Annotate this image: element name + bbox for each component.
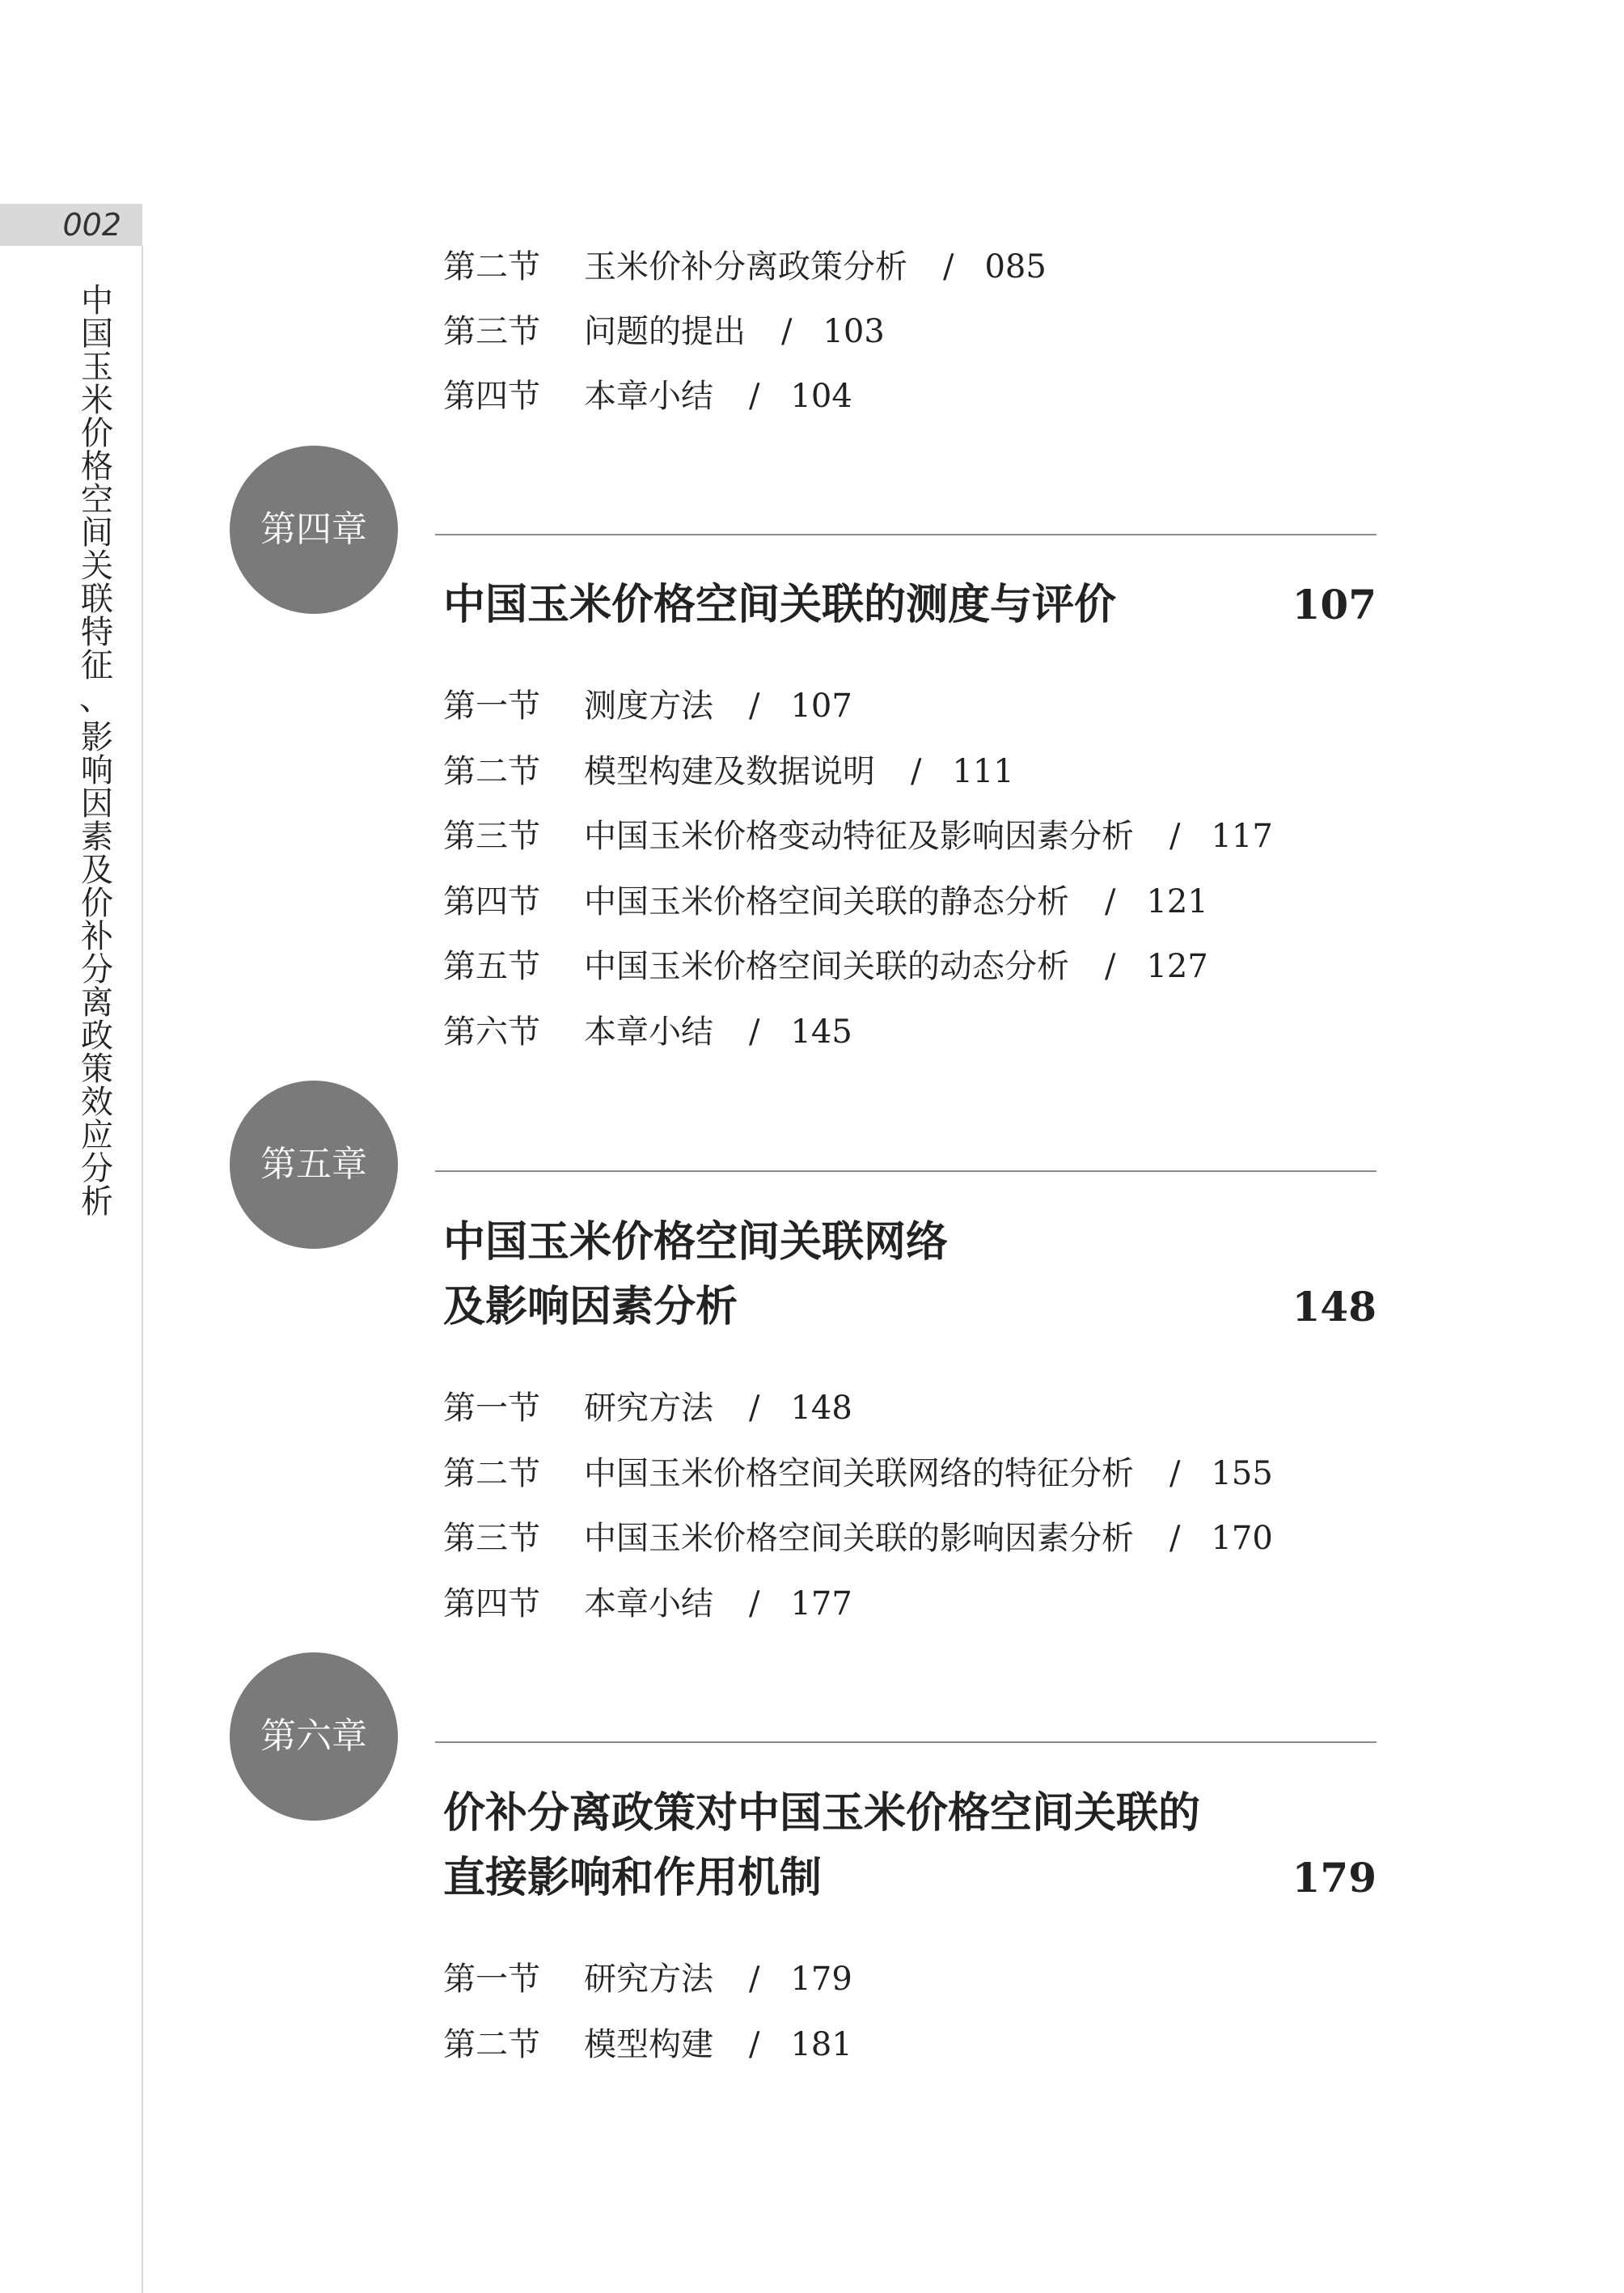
separator-slash: / [749, 687, 760, 725]
page-number: 002 [0, 204, 142, 246]
book-title-char: 特 [81, 614, 113, 651]
section-title: 模型构建及数据说明 [584, 753, 875, 790]
section-number: 第四节 [443, 1585, 540, 1622]
book-title-char: 应 [81, 1117, 113, 1154]
book-title-char: 国 [81, 315, 113, 353]
section-number: 第四节 [443, 883, 540, 920]
section-title: 测度方法 [584, 687, 713, 725]
toc-section-entry[interactable] [443, 1013, 852, 1051]
section-number: 第二节 [443, 753, 540, 790]
book-title-char: 素 [81, 819, 113, 856]
separator-slash: / [1169, 818, 1181, 855]
section-page-number: 121 [1146, 883, 1208, 920]
section-number: 第三节 [443, 1520, 540, 1557]
book-title-char: 中 [81, 282, 113, 319]
section-title: 中国玉米价格空间关联的静态分析 [584, 883, 1069, 920]
section-number: 第四节 [443, 378, 540, 415]
chapter-title[interactable]: 中国玉米价格空间关联网络 [443, 1218, 949, 1267]
section-page-number: 181 [790, 2026, 852, 2063]
section-title: 本章小结 [584, 1013, 713, 1051]
section-number: 第五节 [443, 948, 540, 985]
chapter-page-number: 179 [1292, 1854, 1377, 1902]
book-title-char: 效 [81, 1084, 113, 1121]
section-number: 第三节 [443, 818, 540, 855]
separator-slash: / [749, 1390, 760, 1427]
section-number: 第二节 [443, 248, 540, 286]
section-page-number: 127 [1146, 948, 1208, 985]
book-title-char: 政 [81, 1017, 113, 1055]
toc-section-entry[interactable] [443, 1389, 852, 1428]
book-title-char: 米 [81, 382, 113, 419]
separator-slash: / [911, 753, 922, 790]
toc-section-entry[interactable] [443, 817, 1273, 856]
section-title: 中国玉米价格空间关联的影响因素分析 [584, 1520, 1134, 1557]
toc-section-entry[interactable] [443, 687, 852, 726]
book-title-char: 联 [81, 581, 113, 618]
section-page-number: 085 [984, 248, 1047, 286]
section-title: 中国玉米价格空间关联的动态分析 [584, 948, 1069, 985]
chapter-badge: 第六章 [230, 1652, 398, 1821]
section-page-number: 179 [790, 1961, 852, 1998]
section-page-number: 103 [823, 313, 885, 350]
chapter-page-number: 107 [1292, 581, 1377, 628]
section-page-number: 107 [790, 687, 852, 725]
sidebar-divider [142, 246, 143, 2293]
toc-section-entry[interactable] [443, 1454, 1273, 1493]
section-number: 第二节 [443, 2026, 540, 2063]
book-title-char: 因 [81, 785, 113, 823]
separator-slash: / [781, 313, 793, 350]
book-title-char: 、 [79, 680, 112, 717]
chapter-divider [435, 1170, 1377, 1172]
section-title: 模型构建 [584, 2026, 713, 2063]
section-number: 第三节 [443, 313, 540, 350]
separator-slash: / [749, 2026, 760, 2063]
section-page-number: 104 [790, 378, 852, 415]
section-number: 第二节 [443, 1455, 540, 1492]
separator-slash: / [1169, 1520, 1181, 1557]
chapter-title[interactable]: 价补分离政策对中国玉米价格空间关联的 [443, 1789, 1201, 1838]
section-title: 本章小结 [584, 1585, 713, 1622]
book-title-char: 空 [81, 481, 113, 518]
chapter-badge: 第四章 [230, 446, 398, 614]
book-title-char: 补 [81, 918, 113, 955]
book-title-char: 征 [81, 647, 113, 684]
toc-section-entry[interactable] [443, 1519, 1273, 1558]
toc-section-entry[interactable] [443, 247, 1047, 286]
chapter-divider [435, 534, 1377, 535]
separator-slash: / [1105, 948, 1116, 985]
separator-slash: / [749, 1961, 760, 1998]
book-title-char: 格 [81, 448, 113, 485]
book-title-char: 影 [81, 719, 113, 756]
separator-slash: / [1105, 883, 1116, 920]
book-title-char: 玉 [81, 349, 113, 386]
chapter-title[interactable]: 直接影响和作用机制 [443, 1854, 823, 1902]
separator-slash: / [1169, 1455, 1181, 1492]
book-title-char: 响 [81, 752, 113, 789]
book-title-char: 策 [81, 1051, 113, 1088]
chapter-badge: 第五章 [230, 1081, 398, 1249]
toc-section-entry[interactable] [443, 2025, 852, 2064]
section-page-number: 155 [1211, 1455, 1273, 1492]
book-title-char: 分 [81, 951, 113, 988]
book-title-vertical [74, 282, 120, 1221]
separator-slash: / [749, 1013, 760, 1051]
chapter-page-number: 148 [1292, 1283, 1377, 1331]
toc-section-entry[interactable] [443, 312, 885, 351]
toc-section-entry[interactable] [443, 947, 1208, 986]
book-title-char: 关 [81, 548, 113, 585]
separator-slash: / [749, 1585, 760, 1622]
section-page-number: 117 [1211, 818, 1273, 855]
toc-section-entry[interactable] [443, 752, 1014, 791]
section-page-number: 148 [790, 1390, 852, 1427]
section-number: 第一节 [443, 1961, 540, 1998]
section-title: 研究方法 [584, 1390, 713, 1427]
section-page-number: 177 [790, 1585, 852, 1622]
book-title-char: 及 [81, 852, 113, 889]
chapter-title[interactable]: 及影响因素分析 [443, 1283, 738, 1331]
chapter-title[interactable]: 中国玉米价格空间关联的测度与评价 [443, 581, 1117, 629]
toc-section-entry[interactable] [443, 882, 1208, 921]
book-title-char: 价 [81, 885, 113, 922]
separator-slash: / [749, 378, 760, 415]
section-page-number: 145 [790, 1013, 852, 1051]
book-title-char: 分 [81, 1150, 113, 1187]
section-number: 第一节 [443, 1390, 540, 1427]
separator-slash: / [943, 248, 954, 286]
section-page-number: 111 [952, 753, 1014, 790]
section-title: 玉米价补分离政策分析 [584, 248, 907, 286]
toc-section-entry[interactable] [443, 1584, 852, 1623]
toc-section-entry[interactable] [443, 377, 852, 416]
section-page-number: 170 [1211, 1520, 1273, 1557]
section-title: 研究方法 [584, 1961, 713, 1998]
toc-section-entry[interactable] [443, 1960, 852, 1999]
section-title: 问题的提出 [584, 313, 746, 350]
section-number: 第一节 [443, 687, 540, 725]
section-title: 中国玉米价格空间关联网络的特征分析 [584, 1455, 1134, 1492]
book-title-char: 析 [81, 1183, 113, 1221]
book-title-char: 离 [81, 984, 113, 1022]
section-number: 第六节 [443, 1013, 540, 1051]
section-title: 中国玉米价格变动特征及影响因素分析 [584, 818, 1134, 855]
book-title-char: 间 [81, 514, 113, 552]
section-title: 本章小结 [584, 378, 713, 415]
chapter-divider [435, 1741, 1377, 1743]
book-title-char: 价 [81, 415, 113, 452]
